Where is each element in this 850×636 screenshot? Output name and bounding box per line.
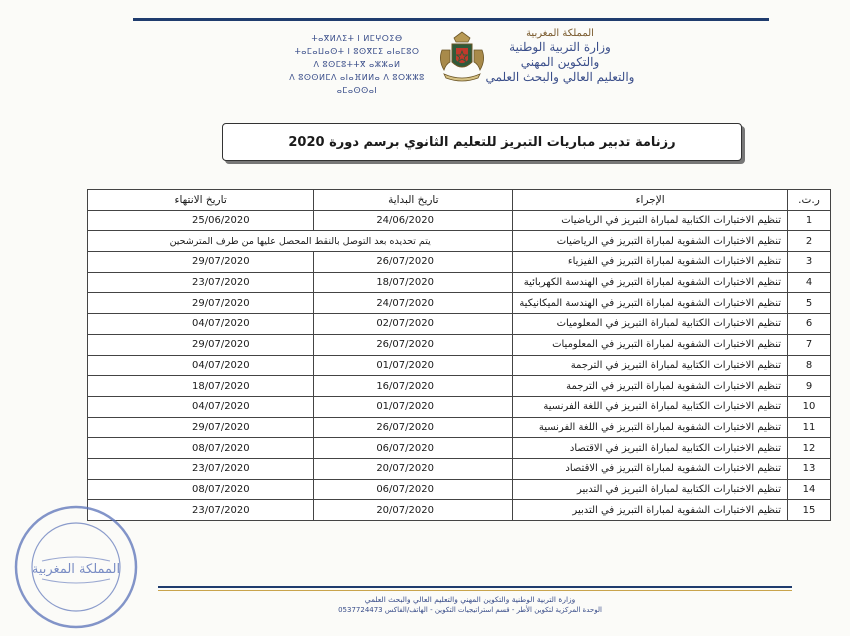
table-row <box>88 376 831 397</box>
row-end-date: 04/07/2020 <box>192 401 250 413</box>
row-start-date: 16/07/2020 <box>376 380 434 392</box>
row-start-date: 06/07/2020 <box>376 442 434 454</box>
row-procedure: تنظيم الاختبارات الكتابية لمباراة التبريز في الرياضيات <box>513 210 788 231</box>
row-start-date: 24/07/2020 <box>376 297 434 309</box>
row-procedure: تنظيم الاختبارات الكتابية لمباراة التبريز في المعلوميات <box>513 314 788 335</box>
row-procedure: تنظيم الاختبارات الشفوية لمباراة التبريز في الهندسة الكهربائية <box>513 272 788 293</box>
row-procedure: تنظيم الاختبارات الشفوية لمباراة التبريز في اللغة الفرنسية <box>513 417 788 438</box>
official-stamp <box>12 503 140 631</box>
stamp-text: المملكة المغربية <box>31 562 121 577</box>
row-start-date: 20/07/2020 <box>376 504 434 516</box>
table-row <box>88 252 831 273</box>
row-date-note: يتم تحديده بعد التوصل بالنقط المحصل عليها من طرف المترشحين <box>88 231 513 252</box>
row-end-date: 25/06/2020 <box>192 215 250 227</box>
header-ministry-line: وزارة التربية الوطنية <box>509 40 611 54</box>
row-procedure: تنظيم الاختبارات الشفوية لمباراة التبريز في الترجمة <box>513 376 788 397</box>
row-num: 1 <box>788 210 831 231</box>
row-end-date: 29/07/2020 <box>192 297 250 309</box>
row-procedure: تنظيم الاختبارات الكتابية لمباراة التبريز في التدبير <box>513 479 788 500</box>
header-tifinagh-line: ⵜⴰⵎⴰⵡⴰⵙⵜ ⵏ ⵓⵙⴳⵎⵉ ⴰⵏⴰⵎⵓⵔ <box>294 47 420 56</box>
row-start-date: 24/06/2020 <box>376 215 434 227</box>
header-tifinagh-line: ⴷ ⵓⵙⵎⵓⵜⵜⴳ ⴰⵣⵣⴰⵍ <box>313 60 401 69</box>
row-num: 6 <box>788 314 831 335</box>
row-end-date: 23/07/2020 <box>192 277 250 289</box>
row-procedure: تنظيم الاختبارات الشفوية لمباراة التبريز في المعلوميات <box>513 334 788 355</box>
footer-contact: الوحدة المركزية لتكوين الأطر - قسم استراتيجيات التكوين - الهاتف/الفاكس 0537724473 <box>338 606 602 614</box>
row-procedure: تنظيم الاختبارات الكتابية لمباراة التبريز في الاقتصاد <box>513 438 788 459</box>
table-header-row <box>88 190 831 211</box>
row-end-date: 08/07/2020 <box>192 483 250 495</box>
header-tifinagh-line: ⵜⴰⴳⵍⴷⵉⵜ ⵏ ⵍⵎⵖⵔⵉⴱ <box>311 34 403 43</box>
row-start-date: 18/07/2020 <box>376 277 434 289</box>
table-row <box>88 231 831 252</box>
row-num: 14 <box>788 479 831 500</box>
table-row <box>88 396 831 417</box>
row-procedure: تنظيم الاختبارات الشفوية لمباراة التبريز في التدبير <box>513 500 788 521</box>
row-end-date: 23/07/2020 <box>192 504 250 516</box>
table-row <box>88 479 831 500</box>
footer-ministry: وزارة التربية الوطنية والتكوين المهني والتعليم العالي والبحث العلمي <box>364 595 576 604</box>
row-num: 10 <box>788 396 831 417</box>
header-kingdom-line: المملكة المغربية <box>526 28 594 39</box>
row-num: 3 <box>788 252 831 273</box>
row-procedure: تنظيم الاختبارات الشفوية لمباراة التبريز في الفيزياء <box>513 252 788 273</box>
table-row <box>88 293 831 314</box>
header-top-rule <box>133 18 769 21</box>
row-start-date: 01/07/2020 <box>376 401 434 413</box>
document-title: رزنامة تدبير مباريات التبريز للتعليم الثانوي برسم دورة 2020 <box>222 123 742 161</box>
header-ministry-line: والتكوين المهني <box>520 55 600 69</box>
row-end-date: 04/07/2020 <box>192 318 250 330</box>
row-start-date: 26/07/2020 <box>376 339 434 351</box>
row-num: 4 <box>788 272 831 293</box>
header-ministry-line: والتعليم العالي والبحث العلمي <box>485 70 635 84</box>
row-procedure: تنظيم الاختبارات الشفوية لمباراة التبريز في الاقتصاد <box>513 458 788 479</box>
header-tifinagh-line: ⴷ ⵓⵙⵙⵍⵎⴷ ⴰⵏⴰⴼⵍⵍⴰ ⴷ ⵓⵔⵣⵣⵓ ⴰⵎⴰⵙⵙⴰⵏ <box>289 73 425 95</box>
row-end-date: 29/07/2020 <box>192 256 250 268</box>
row-num: 8 <box>788 355 831 376</box>
row-procedure: تنظيم الاختبارات الكتابية لمباراة التبريز في اللغة الفرنسية <box>513 396 788 417</box>
row-end-date: 18/07/2020 <box>192 380 250 392</box>
row-num: 7 <box>788 334 831 355</box>
row-end-date: 29/07/2020 <box>192 421 250 433</box>
col-header-procedure: الإجراء <box>513 190 788 211</box>
row-end-date: 08/07/2020 <box>192 442 250 454</box>
footer-rule-gold <box>158 590 792 591</box>
row-start-date: 26/07/2020 <box>376 256 434 268</box>
row-num: 5 <box>788 293 831 314</box>
footer-rule <box>158 586 792 588</box>
row-end-date: 29/07/2020 <box>192 339 250 351</box>
row-start-date: 20/07/2020 <box>376 463 434 475</box>
row-num: 2 <box>788 231 831 252</box>
col-header-num: ر.ت. <box>788 190 831 211</box>
row-num: 13 <box>788 458 831 479</box>
schedule-table <box>87 189 831 521</box>
row-procedure: تنظيم الاختبارات الشفوية لمباراة التبريز في الرياضيات <box>513 231 788 252</box>
col-header-end: تاريخ الانتهاء <box>88 190 314 211</box>
table-row <box>88 500 831 521</box>
table-row <box>88 334 831 355</box>
row-start-date: 06/07/2020 <box>376 483 434 495</box>
row-procedure: تنظيم الاختبارات الكتابية لمباراة التبريز في الترجمة <box>513 355 788 376</box>
header-tifinagh-block <box>287 32 427 97</box>
table-row <box>88 210 831 231</box>
row-start-date: 02/07/2020 <box>376 318 434 330</box>
table-row <box>88 355 831 376</box>
row-start-date: 26/07/2020 <box>376 421 434 433</box>
col-header-start: تاريخ البداية <box>314 190 513 211</box>
row-procedure: تنظيم الاختبارات الشفوية لمباراة التبريز في الهندسة الميكانيكية <box>513 293 788 314</box>
row-start-date: 01/07/2020 <box>376 359 434 371</box>
row-num: 15 <box>788 500 831 521</box>
row-num: 9 <box>788 376 831 397</box>
row-end-date: 23/07/2020 <box>192 463 250 475</box>
table-row <box>88 417 831 438</box>
row-num: 11 <box>788 417 831 438</box>
table-row <box>88 272 831 293</box>
row-end-date: 04/07/2020 <box>192 359 250 371</box>
header-arabic-block <box>480 28 640 85</box>
table-row <box>88 314 831 335</box>
table-row <box>88 458 831 479</box>
table-row <box>88 438 831 459</box>
row-num: 12 <box>788 438 831 459</box>
